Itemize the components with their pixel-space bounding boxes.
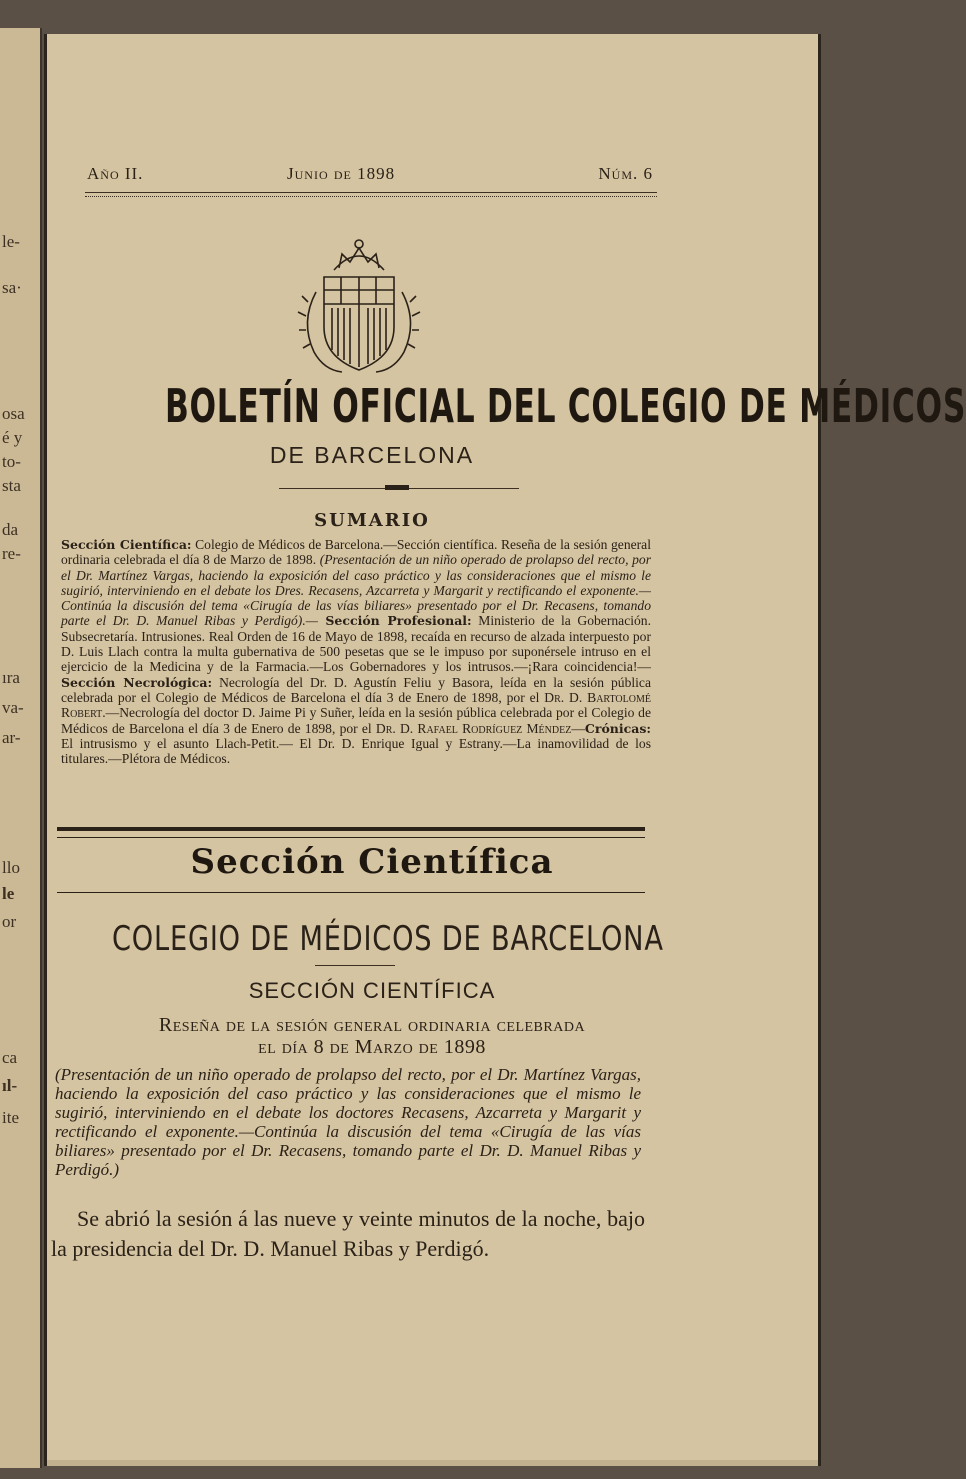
sumario-author-name: Dr. D. Bartolomé Robert (61, 689, 651, 721)
article-subheading: SECCIÓN CIENTÍFICA (248, 978, 496, 1003)
issue-header (87, 164, 653, 190)
title-divider-mark (385, 485, 409, 490)
article-body: Se abrió la sesión á las nueve y veinte minutos de la noche, bajo la presidencia del Dr. D. Manuel Ribas y Perdigó. (51, 1206, 645, 1261)
resena-line: el día 8 de Marzo de 1898 (258, 1036, 486, 1058)
prev-fragment: sa· (2, 278, 22, 297)
sumario-text-run: — (571, 720, 585, 736)
prev-fragment: é y (2, 428, 23, 447)
prev-fragment: ar- (2, 728, 21, 747)
sumario-italic-run: (Presentación de un niño operado de prolapso del recto, por el Dr. Martínez Vargas, haciendo la exposición del caso práctico y las consideraciones que el mismo le sugirió, interviniendo en el debate los Dres. Recasens, Azcarreta y Margarit y rectificando el exponente.—Continúa la discusión del tema «Cirugía de las vías biliares» presentado por el Dr. Recasens, tomando parte el Dr. D. Manuel Ribas y Perdigó).— (61, 552, 651, 629)
sumario-section-label: Sección Profesional: (317, 613, 472, 629)
sumario-text-run: Ministerio de la Gobernación. Subsecretaría. Intrusiones. Real Orden de 16 de Mayo de 1898, recaída en recurso de alzada interpuesto por D. Luis Llach contra la multa gubernativa de 500 pesetas que se le impuso por suponérsele intruso en el ejercicio de la Medicina y de la Farmacia.—Los Gobernadores y los intrusos.—¡Rara coincidencia!— (61, 613, 651, 675)
article-resena (47, 1014, 697, 1058)
prev-fragment: ite (2, 1108, 19, 1127)
prev-fragment: ca (2, 1048, 18, 1067)
prev-fragment: re- (2, 544, 21, 563)
prev-fragment: sta (2, 476, 21, 495)
sumario-section-label: Sección Científica: (61, 537, 192, 552)
sumario-heading: SUMARIO (314, 510, 430, 531)
section-underline (57, 892, 645, 893)
sumario-section-label: Sección Necrológica: (61, 674, 213, 690)
sumario-text-run: El intrusismo y el asunto Llach-Petit.— El Dr. D. Enrique Igual y Estrany.—La inamovilidad de los titulares.—Plétora de Médicos. (61, 735, 651, 767)
prev-fragment: osa (2, 404, 25, 423)
sumario-text-run: .—Necrología del doctor D. Jaime Pi y Suñer, leída en la sesión pública celebrada por el Colegio de Médicos de Barcelona el día 3 de Enero de 1898, por el (61, 705, 651, 736)
prev-fragment: to- (2, 452, 21, 471)
prev-fragment: ıl- (2, 1076, 18, 1095)
journal-title: BOLETÍN OFICIAL DEL COLEGIO DE MÉDICOS (165, 379, 966, 433)
article-divider (315, 965, 395, 966)
sumario-text (61, 537, 651, 766)
prev-fragment: ıra (2, 668, 20, 687)
issue-year: Año II. (87, 164, 144, 183)
page-bottom-edge (47, 1460, 818, 1466)
prev-fragment: le- (2, 232, 20, 251)
article-heading: COLEGIO DE MÉDICOS DE BARCELONA (112, 919, 664, 959)
sumario-section-label: Crónicas: (584, 720, 651, 736)
prev-fragment: or (2, 912, 17, 931)
issue-number: Núm. 6 (598, 164, 653, 183)
journal-page (44, 34, 966, 1466)
journal-subtitle: DE BARCELONA (269, 442, 475, 468)
resena-line: Reseña de la sesión general ordinaria celebrada (158, 1014, 586, 1036)
sumario-text-run: Necrología del Dr. D. Agustín Feliu y Basora, leída en la sesión pública celebrada por el Colegio de Médicos de Barcelona el día 3 de Enero de 1898, por el (61, 674, 651, 705)
sumario-author-name: Dr. D. Rafael Rodríguez Méndez (375, 720, 572, 736)
article-summary: (Presentación de un niño operado de prolapso del recto, por el Dr. Martínez Vargas, haciendo la exposición del caso práctico y las consideraciones que el mismo le sugirió, interviniendo en el debate los doctores Recasens, Azcarreta y Margarit y rectificando el exponente.—Continúa la discusión del tema «Cirugía de las vías biliares» presentado por el Dr. Recasens, tomando parte el Dr. D. Manuel Ribas y Perdigó.) (55, 1065, 641, 1179)
section-title: Sección Científica (190, 842, 554, 882)
prev-fragment: da (2, 520, 19, 539)
prev-fragment: va- (2, 698, 24, 717)
sumario-text-run: Colegio de Médicos de Barcelona.—Sección científica. Reseña de la sesión general ordinaria celebrada el día 8 de Marzo de 1898. (61, 537, 651, 568)
issue-date: Junio de 1898 (287, 164, 396, 183)
coat-of-arms-icon (294, 232, 424, 382)
prev-fragment: le (2, 884, 15, 903)
previous-page-edge (0, 28, 42, 1468)
prev-fragment: llo (2, 858, 20, 877)
section-divider (57, 827, 645, 838)
header-rule (85, 192, 657, 197)
